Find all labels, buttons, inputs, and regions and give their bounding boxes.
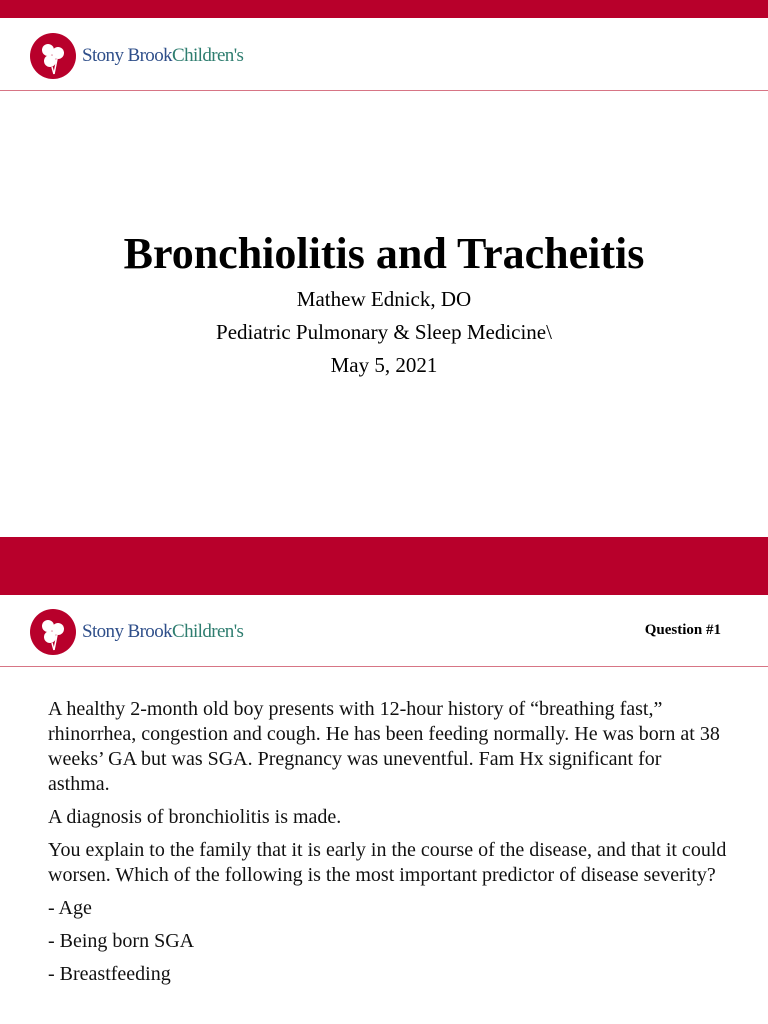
- slide1-top-bar: [0, 0, 768, 18]
- brand-name-part2: Children's: [172, 621, 244, 642]
- brand-logo-slide1: [30, 33, 243, 79]
- balloons-icon: [30, 33, 76, 79]
- balloons-icon: [30, 609, 76, 655]
- answer-option: - Breastfeeding: [48, 963, 171, 985]
- brand-name-part1: Stony Brook: [82, 621, 172, 642]
- slide1-header-rule: [0, 90, 768, 91]
- presenter-name: Mathew Ednick, DO: [296, 287, 472, 311]
- presentation-date: May 5, 2021: [330, 353, 438, 377]
- question-body: [48, 697, 728, 995]
- slide-divider-bar: [0, 537, 768, 595]
- answer-option: - Age: [48, 897, 92, 919]
- brand-name: [82, 45, 243, 67]
- brand-name-part1: Stony Brook: [82, 45, 172, 66]
- slide2-header-rule: [0, 666, 768, 667]
- question-prompt: You explain to the family that it is early in the course of the disease, and that it could worsen. Which of the following is the most important predictor of disease severity?: [48, 839, 727, 886]
- case-description: A healthy 2-month old boy presents with 12-hour history of “breathing fast,” rhinorrhea, congestion and cough. He has been feeding normally. He was born at 38 weeks’ GA but was SGA. Pregnancy was uneventful. Fam Hx significant for asthma.: [48, 698, 720, 795]
- slide-title: Bronchiolitis and Tracheitis: [123, 229, 645, 278]
- brand-name: [82, 621, 243, 643]
- brand-logo-slide2: [30, 609, 243, 655]
- brand-name-part2: Children's: [172, 45, 244, 66]
- question-number: Question #1: [644, 622, 721, 638]
- department: Pediatric Pulmonary & Sleep Medicine\: [216, 320, 552, 344]
- answer-option: - Being born SGA: [48, 930, 195, 952]
- diagnosis-statement: A diagnosis of bronchiolitis is made.: [48, 806, 342, 828]
